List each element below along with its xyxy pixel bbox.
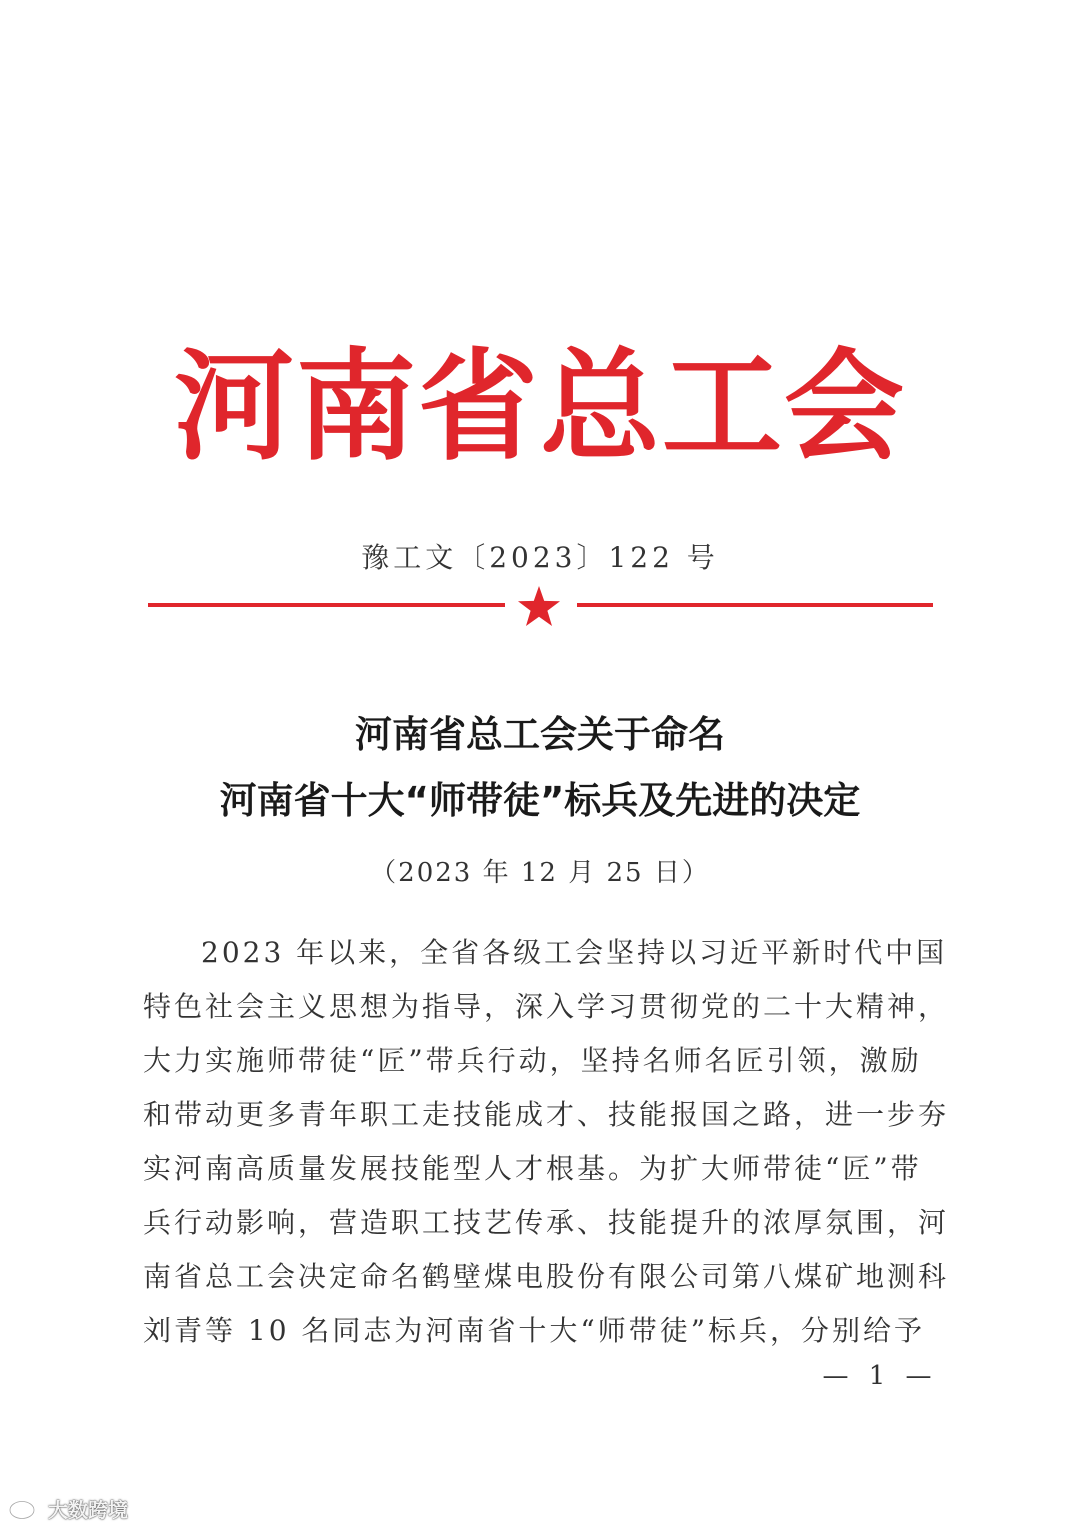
red-divider-right (577, 603, 933, 607)
document-title-line-1: 河南省总工会关于命名 (355, 713, 725, 756)
body-line: 兵行动影响，营造职工技艺传承、技能提升的浓厚氛围，河 (143, 1206, 950, 1239)
body-paragraph (143, 926, 950, 1358)
masthead-organization-title: 河南省总工会 (174, 338, 906, 477)
star-icon (517, 585, 561, 627)
watermark-text: 大数跨境 (48, 1497, 128, 1522)
body-line: 特色社会主义思想为指导，深入学习贯彻党的二十大精神， (143, 990, 950, 1023)
body-line: 和带动更多青年职工走技能成才、技能报国之路，进一步夯 (143, 1098, 950, 1131)
document-title-line-2: 河南省十大“师带徒”标兵及先进的决定 (219, 779, 861, 822)
watermark (8, 1490, 128, 1526)
body-line: 2023 年以来，全省各级工会坚持以习近平新时代中国 (201, 936, 948, 969)
body-line: 刘青等 10 名同志为河南省十大“师带徒”标兵，分别给予 (143, 1314, 926, 1347)
body-line: 南省总工会决定命名鹤壁煤电股份有限公司第八煤矿地测科 (143, 1260, 950, 1293)
red-divider-left (148, 603, 505, 607)
document-date: （2023 年 12 月 25 日） (370, 858, 710, 888)
document-number: 豫工文〔2023〕122 号 (361, 541, 719, 574)
weibo-logo-icon (8, 1495, 42, 1521)
body-line: 大力实施师带徒“匠”带兵行动，坚持名师名匠引领，激励 (143, 1044, 922, 1077)
page-number: — 1 — (822, 1361, 938, 1391)
body-line: 实河南高质量发展技能型人才根基。为扩大师带徒“匠”带 (143, 1152, 922, 1185)
